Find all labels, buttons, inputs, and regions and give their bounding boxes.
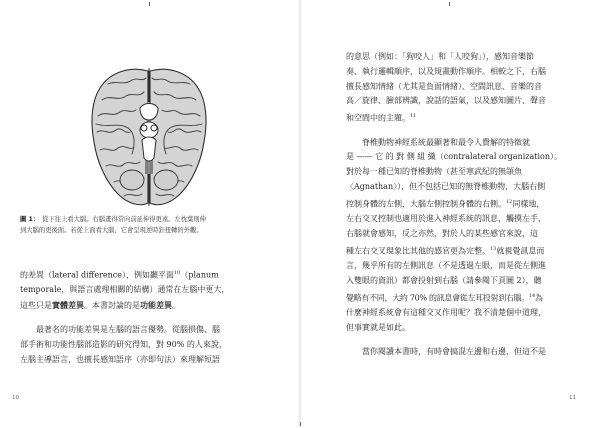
- caption-line: 到大腦的更後面。若從上面看大腦，它會呈現逆時針扭轉的外觀。: [20, 227, 203, 234]
- figure-caption: [20, 214, 278, 236]
- right-page: [302, 0, 600, 428]
- text-line: 左腦主導語言，也擅長感知語序（亦即句法）來理解短語: [20, 354, 220, 364]
- footnote-ref: 10: [174, 270, 181, 276]
- left-page: [0, 0, 298, 428]
- caption-line: 從下往上看大腦。右腦畫得常向前延伸得更遠。左枕葉則伸: [42, 216, 206, 223]
- page-number: 10: [12, 395, 19, 401]
- footnote-ref: 13: [490, 245, 497, 252]
- text-line: 的差異（lateral difference），例如顳平面$^{10}$（planum: [20, 270, 219, 280]
- text-line: 對於每一種已知的脊椎動物（甚至寒武紀的無頜魚: [346, 167, 522, 177]
- text-line: temporale，與語言處理相關的結構）通常在左腦中更大，: [20, 285, 230, 295]
- right-page-body: [346, 50, 594, 360]
- text-line: 部手術和功能性腦部造影的研究得知，對 90% 的人來說，: [20, 339, 227, 349]
- text-line: 左右交叉控制也適用於進入神經系統的訊息，觸摸左手，: [346, 214, 546, 224]
- brain-illustration: [88, 62, 210, 212]
- text-line: 和空間中的主題。$^{11}$: [346, 113, 417, 123]
- text-line: 覺略有不同，大約 70% 的訊息會從左耳投射到右腦。$^{14}$為: [346, 292, 543, 303]
- text-line: 的意思（例如：「狗咬人」和「人咬狗」），感知音樂節: [346, 52, 534, 61]
- page-number: 11: [569, 395, 576, 401]
- text-line: 擅長感知情緒（尤其是負面情緒）、空間訊息、音樂的音: [346, 81, 542, 91]
- text-line: 這些只是實體差異。本書討論的是功能差異。: [20, 300, 180, 311]
- text-line: 〈Agnathan〉），但不包括已知的無脊椎動物，大腦右側: [346, 182, 546, 192]
- text-line: 當你閱讀本書時，有時會搞混左邊和右邊，但這不是: [362, 346, 546, 356]
- text-line: 是 —— 它 的 對 側 組 織（contralateral organization）。: [346, 152, 562, 162]
- left-page-body: [20, 266, 282, 367]
- brain-underside-drawing: [88, 62, 210, 212]
- text-line: 言，幾乎所有的左側訊息（不是透過左眼，而是從左側進: [346, 261, 546, 271]
- text-line: 右腦就會感知，反之亦然，對於人的某些感官來說，這: [346, 229, 538, 239]
- crop-mark: [300, 422, 301, 426]
- text-line: 什麼神經系統會有這種交叉作用呢？我不清楚個中道理，: [346, 308, 546, 318]
- emphasis: 功能差異: [140, 300, 172, 311]
- text-line: 控制身體的左側，大腦左側控制身體的右側。$^{12}$同樣地，: [346, 198, 545, 209]
- text-line: 但事實就是如此。: [346, 323, 410, 333]
- text-line: 入雙眼的資訊）都會投射到右腦（請參閱下頁圖 2），聽: [346, 276, 542, 286]
- emphasis: 實體差異: [52, 300, 84, 311]
- text-line: 種左右交叉現象比其他的感官更為完整。$^{13}$就視覺訊息而: [346, 245, 545, 256]
- text-line: 高／旋律、臉部辨識，說話的語氣，以及感知圖片、聲音: [346, 96, 546, 106]
- text-line: 最著名的功能差異是左腦的語言優勢。從腦損傷、腦: [36, 325, 220, 335]
- caption-label: 圖 1：: [20, 216, 40, 223]
- footnote-ref: 11: [410, 113, 417, 120]
- text-line: 奏、執行邏輯順序，以及規畫動作順序。相較之下，右腦: [346, 66, 546, 76]
- footnote-ref: 12: [506, 198, 513, 205]
- text-line: 脊椎動物神經系統最顯著和最令人費解的特徵就: [362, 137, 530, 147]
- footnote-ref: 14: [529, 292, 535, 299]
